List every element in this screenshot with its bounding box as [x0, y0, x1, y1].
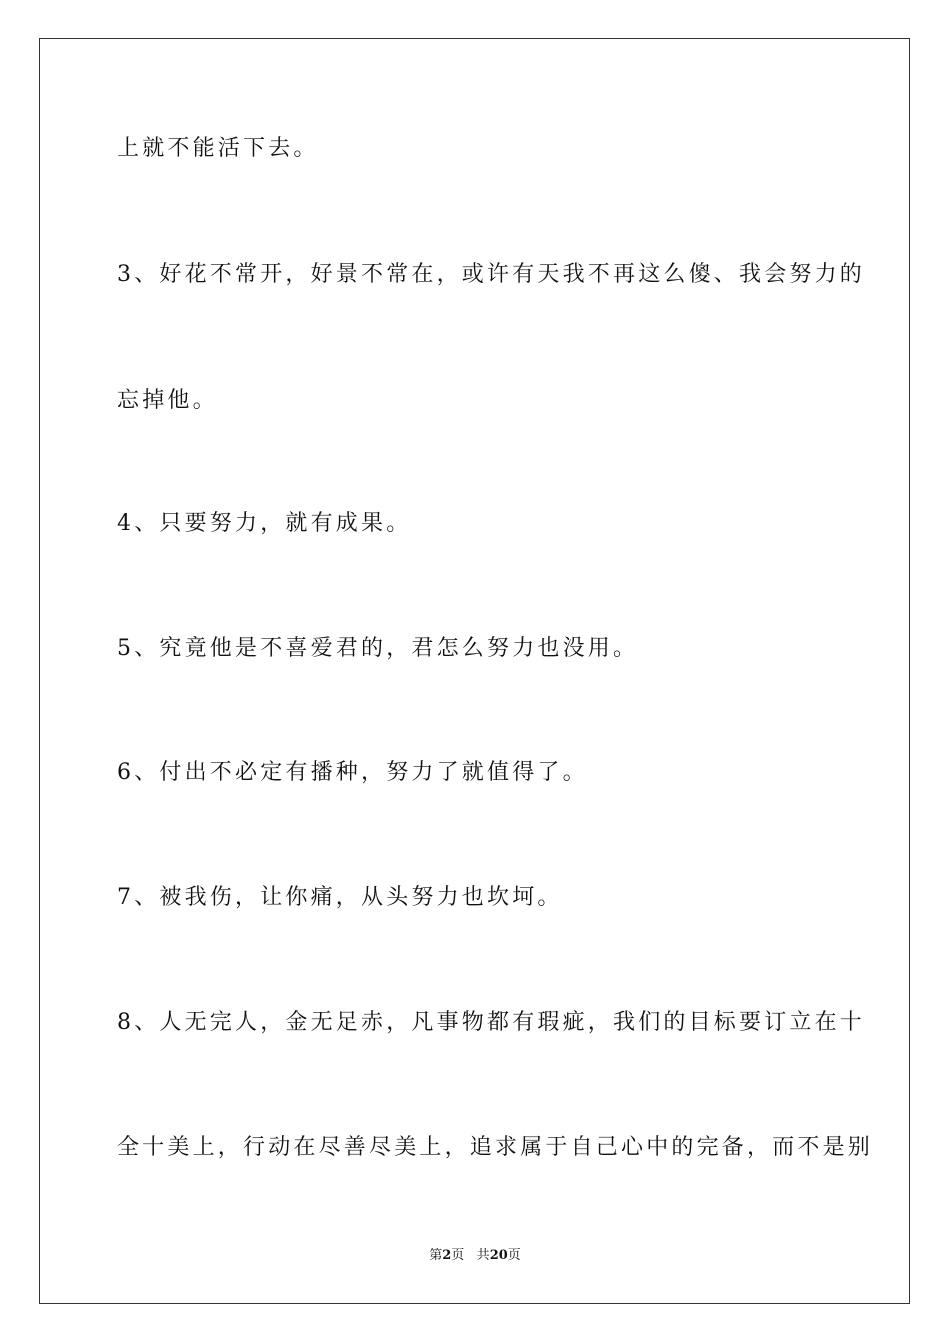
- footer-total-prefix: 共: [476, 1248, 490, 1263]
- text-line-2: 3、好花不常开，好景不常在，或许有天我不再这么傻、我会努力的: [117, 262, 865, 287]
- page-footer: [0, 1247, 950, 1265]
- text-line-3: 忘掉他。: [117, 388, 218, 413]
- text-line-8: 8、人无完人，金无足赤，凡事物都有瑕疵，我们的目标要订立在十: [117, 1010, 865, 1035]
- text-line-4: 4、只要努力，就有成果。: [117, 511, 412, 536]
- footer-total-number: 20: [489, 1248, 508, 1263]
- page-border: [39, 38, 910, 1304]
- text-line-6: 6、付出不必定有播种，努力了就值得了。: [117, 760, 588, 785]
- text-line-1: 上就不能活下去。: [117, 136, 319, 161]
- footer-page-suffix: 页: [451, 1248, 465, 1263]
- text-line-7: 7、被我伤，让你痛，从头努力也坎坷。: [117, 885, 563, 910]
- text-line-5: 5、究竟他是不喜爱君的，君怎么努力也没用。: [117, 636, 639, 661]
- footer-page-number: 2: [442, 1248, 452, 1263]
- footer-page-prefix: 第: [429, 1248, 443, 1263]
- footer-total-suffix: 页: [507, 1248, 521, 1263]
- text-line-9: 全十美上，行动在尽善尽美上，追求属于自己心中的完备，而不是别: [117, 1135, 874, 1160]
